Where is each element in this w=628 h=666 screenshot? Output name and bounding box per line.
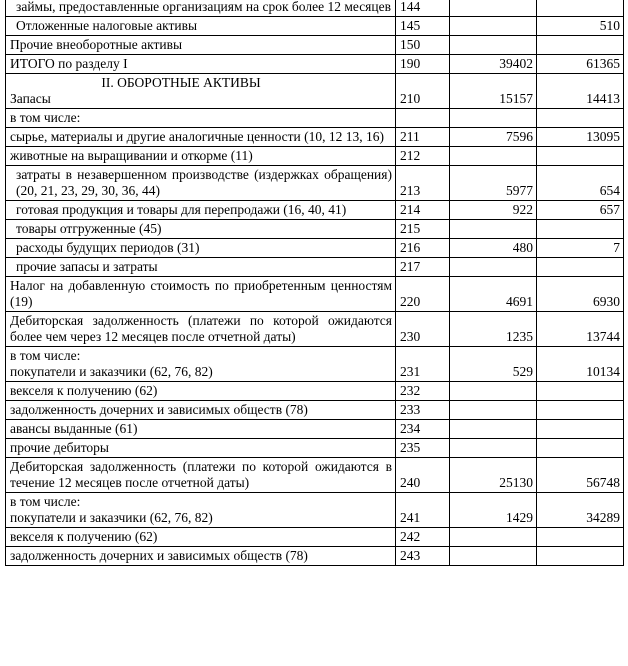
line-name: затраты в незавершенном производстве (издержках обращения) (20, 21, 23, 29, 30, 36, 44): [6, 166, 396, 201]
value-begin: 1429: [450, 493, 537, 528]
value-begin: [450, 17, 537, 36]
value-begin: 4691: [450, 277, 537, 312]
line-name: займы, предоставленные организациям на срок более 12 месяцев: [6, 0, 396, 17]
value-end: 13744: [537, 312, 624, 347]
table-row: [6, 439, 624, 458]
line-name: векселя к получению (62): [6, 382, 396, 401]
value-end: 6930: [537, 277, 624, 312]
line-name-text: Запасы: [10, 91, 51, 106]
line-name: Прочие внеоборотные активы: [6, 36, 396, 55]
line-name: в том числе:: [6, 109, 396, 128]
value-end: [537, 220, 624, 239]
value-begin: 5977: [450, 166, 537, 201]
table-row: [6, 258, 624, 277]
line-code: 215: [396, 220, 450, 239]
line-name: ИТОГО по разделу I: [6, 55, 396, 74]
value-end: 7: [537, 239, 624, 258]
value-begin: [450, 439, 537, 458]
line-code: 216: [396, 239, 450, 258]
line-name-prefix: в том числе:: [10, 348, 81, 363]
value-begin: [450, 382, 537, 401]
value-begin: [450, 528, 537, 547]
line-code: 211: [396, 128, 450, 147]
line-code: 145: [396, 17, 450, 36]
value-end: [537, 258, 624, 277]
value-end: [537, 382, 624, 401]
line-code: 144: [396, 0, 450, 17]
value-end: 657: [537, 201, 624, 220]
line-code: 232: [396, 382, 450, 401]
value-end: 34289: [537, 493, 624, 528]
value-end: 510: [537, 17, 624, 36]
line-code: 210: [396, 74, 450, 109]
value-end: 56748: [537, 458, 624, 493]
table-row: [6, 220, 624, 239]
table-row: [6, 147, 624, 166]
line-code: 150: [396, 36, 450, 55]
value-begin: 529: [450, 347, 537, 382]
value-end: [537, 528, 624, 547]
section-title: II. ОБОРОТНЫЕ АКТИВЫ: [101, 75, 261, 90]
line-name: [6, 347, 396, 382]
table-row: [6, 547, 624, 566]
value-end: 10134: [537, 347, 624, 382]
table-row: [6, 401, 624, 420]
value-begin: 15157: [450, 74, 537, 109]
line-name: прочие запасы и затраты: [6, 258, 396, 277]
line-code: 190: [396, 55, 450, 74]
line-name: Дебиторская задолженность (платежи по которой ожидаются более чем через 12 месяцев после отчетной даты): [6, 312, 396, 347]
line-code: 240: [396, 458, 450, 493]
line-name: задолженность дочерних и зависимых обществ (78): [6, 547, 396, 566]
value-end: [537, 36, 624, 55]
table-row: [6, 312, 624, 347]
line-code: [396, 109, 450, 128]
table-row: [6, 36, 624, 55]
value-end: 654: [537, 166, 624, 201]
value-begin: 922: [450, 201, 537, 220]
value-begin: [450, 220, 537, 239]
line-name-text: покупатели и заказчики (62, 76, 82): [10, 510, 213, 525]
line-code: 235: [396, 439, 450, 458]
value-end: [537, 439, 624, 458]
line-code: 233: [396, 401, 450, 420]
line-name-prefix: в том числе:: [10, 494, 81, 509]
line-name: сырье, материалы и другие аналогичные ценности (10, 12 13, 16): [6, 128, 396, 147]
table-row: [6, 201, 624, 220]
value-end: [537, 401, 624, 420]
value-begin: [450, 420, 537, 439]
line-name-text: покупатели и заказчики (62, 76, 82): [10, 364, 213, 379]
value-end: [537, 147, 624, 166]
line-code: 213: [396, 166, 450, 201]
value-begin: [450, 258, 537, 277]
value-end: 14413: [537, 74, 624, 109]
line-name: задолженность дочерних и зависимых обществ (78): [6, 401, 396, 420]
line-code: 231: [396, 347, 450, 382]
table-row: [6, 458, 624, 493]
value-begin: 1235: [450, 312, 537, 347]
value-end: [537, 420, 624, 439]
table-row: [6, 17, 624, 36]
table-row: [6, 0, 624, 17]
value-end: [537, 109, 624, 128]
table-row: [6, 420, 624, 439]
table-row: [6, 239, 624, 258]
line-name: животные на выращивании и откорме (11): [6, 147, 396, 166]
line-code: 242: [396, 528, 450, 547]
line-code: 214: [396, 201, 450, 220]
line-name: товары отгруженные (45): [6, 220, 396, 239]
table-row: [6, 382, 624, 401]
value-end: [537, 547, 624, 566]
value-begin: [450, 401, 537, 420]
line-code: 212: [396, 147, 450, 166]
line-code: 234: [396, 420, 450, 439]
table-row: [6, 74, 624, 109]
value-begin: 480: [450, 239, 537, 258]
line-code: 230: [396, 312, 450, 347]
table-row: [6, 493, 624, 528]
line-name: прочие дебиторы: [6, 439, 396, 458]
value-begin: 7596: [450, 128, 537, 147]
table-row: [6, 128, 624, 147]
value-begin: 39402: [450, 55, 537, 74]
value-end: 61365: [537, 55, 624, 74]
table-row: [6, 277, 624, 312]
balance-sheet-table: [5, 0, 624, 566]
value-begin: [450, 109, 537, 128]
value-begin: [450, 547, 537, 566]
line-name: [6, 493, 396, 528]
value-begin: [450, 36, 537, 55]
value-begin: [450, 147, 537, 166]
line-name: векселя к получению (62): [6, 528, 396, 547]
table-row: [6, 55, 624, 74]
value-begin: [450, 0, 537, 17]
value-end: 13095: [537, 128, 624, 147]
table-row: [6, 109, 624, 128]
line-name: готовая продукция и товары для перепродажи (16, 40, 41): [6, 201, 396, 220]
line-code: 241: [396, 493, 450, 528]
line-name: авансы выданные (61): [6, 420, 396, 439]
value-end: [537, 0, 624, 17]
line-code: 220: [396, 277, 450, 312]
table-row: [6, 347, 624, 382]
line-name: Отложенные налоговые активы: [6, 17, 396, 36]
line-code: 217: [396, 258, 450, 277]
line-name: [6, 74, 396, 109]
line-code: 243: [396, 547, 450, 566]
table-row: [6, 166, 624, 201]
value-begin: 25130: [450, 458, 537, 493]
line-name: Дебиторская задолженность (платежи по которой ожидаются в течение 12 месяцев после отчетной даты): [6, 458, 396, 493]
line-name: Налог на добавленную стоимость по приобретенным ценностям (19): [6, 277, 396, 312]
line-name: расходы будущих периодов (31): [6, 239, 396, 258]
table-row: [6, 528, 624, 547]
